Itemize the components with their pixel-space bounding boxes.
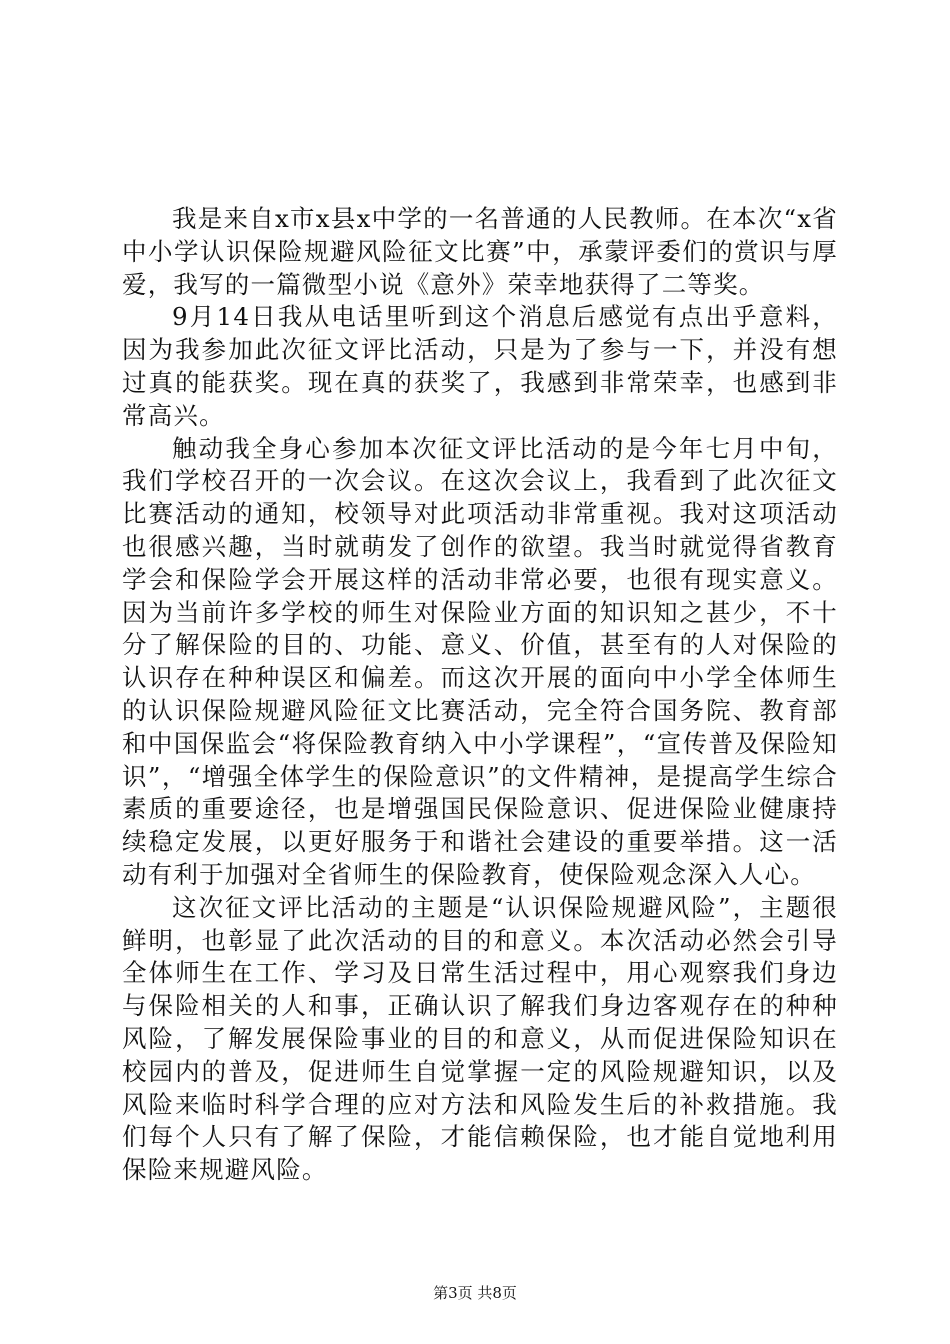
paragraph-3: 触动我全身心参加本次征文评比活动的是今年七月中旬，我们学校召开的一次会议。在这次会议上，我看到了此次征文比赛活动的通知，校领导对此项活动非常重视。我对这项活动也很感兴趣，当时就萌发了创作的欲望。我当时就觉得省教育学会和保险学会开展这样的活动非常必要，也很有现实意义。因为当前许多学校的师生对保险业方面的知识知之甚少，不十分了解保险的目的、功能、意义、价值，甚至有的人对保险的认识存在种种误区和偏差。而这次开展的面向中小学全体师生的认识保险规避风险征文比赛活动，完全符合国务院、教育部和中国保监会“将保险教育纳入中小学课程”，“宣传普及保险知识”，“增强全体学生的保险意识”的文件精神，是提高学生综合素质的重要途径，也是增强国民保险意识、促进保险业健康持续稳定发展，以更好服务于和谐社会建设的重要举措。这一活动有利于加强对全省师生的保险教育，使保险观念深入人心。 (122, 433, 838, 889)
body-text (122, 203, 838, 1187)
paragraph-2: 9月14日我从电话里听到这个消息后感觉有点出乎意料，因为我参加此次征文评比活动，只是为了参与一下，并没有想过真的能获奖。现在真的获奖了，我感到非常荣幸，也感到非常高兴。 (122, 302, 838, 430)
page-footer: 第3页 共8页 (433, 1284, 517, 1302)
paragraph-4: 这次征文评比活动的主题是“认识保险规避风险”，主题很鲜明，也彰显了此次活动的目的和意义。本次活动必然会引导全体师生在工作、学习及日常生活过程中，用心观察我们身边与保险相关的人和事，正确认识了解我们身边客观存在的种种风险，了解发展保险事业的目的和意义，从而促进保险知识在校园内的普及，促进师生自觉掌握一定的风险规避知识，以及风险来临时科学合理的应对方法和风险发生后的补救措施。我们每个人只有了解了保险，才能信赖保险，也才能自觉地利用保险来规避风险。 (122, 892, 838, 1185)
paragraph-1: 我是来自x市x县x中学的一名普通的人民教师。在本次“x省中小学认识保险规避风险征文比赛”中，承蒙评委们的赏识与厚爱，我写的一篇微型小说《意外》荣幸地获得了二等奖。 (122, 204, 838, 299)
